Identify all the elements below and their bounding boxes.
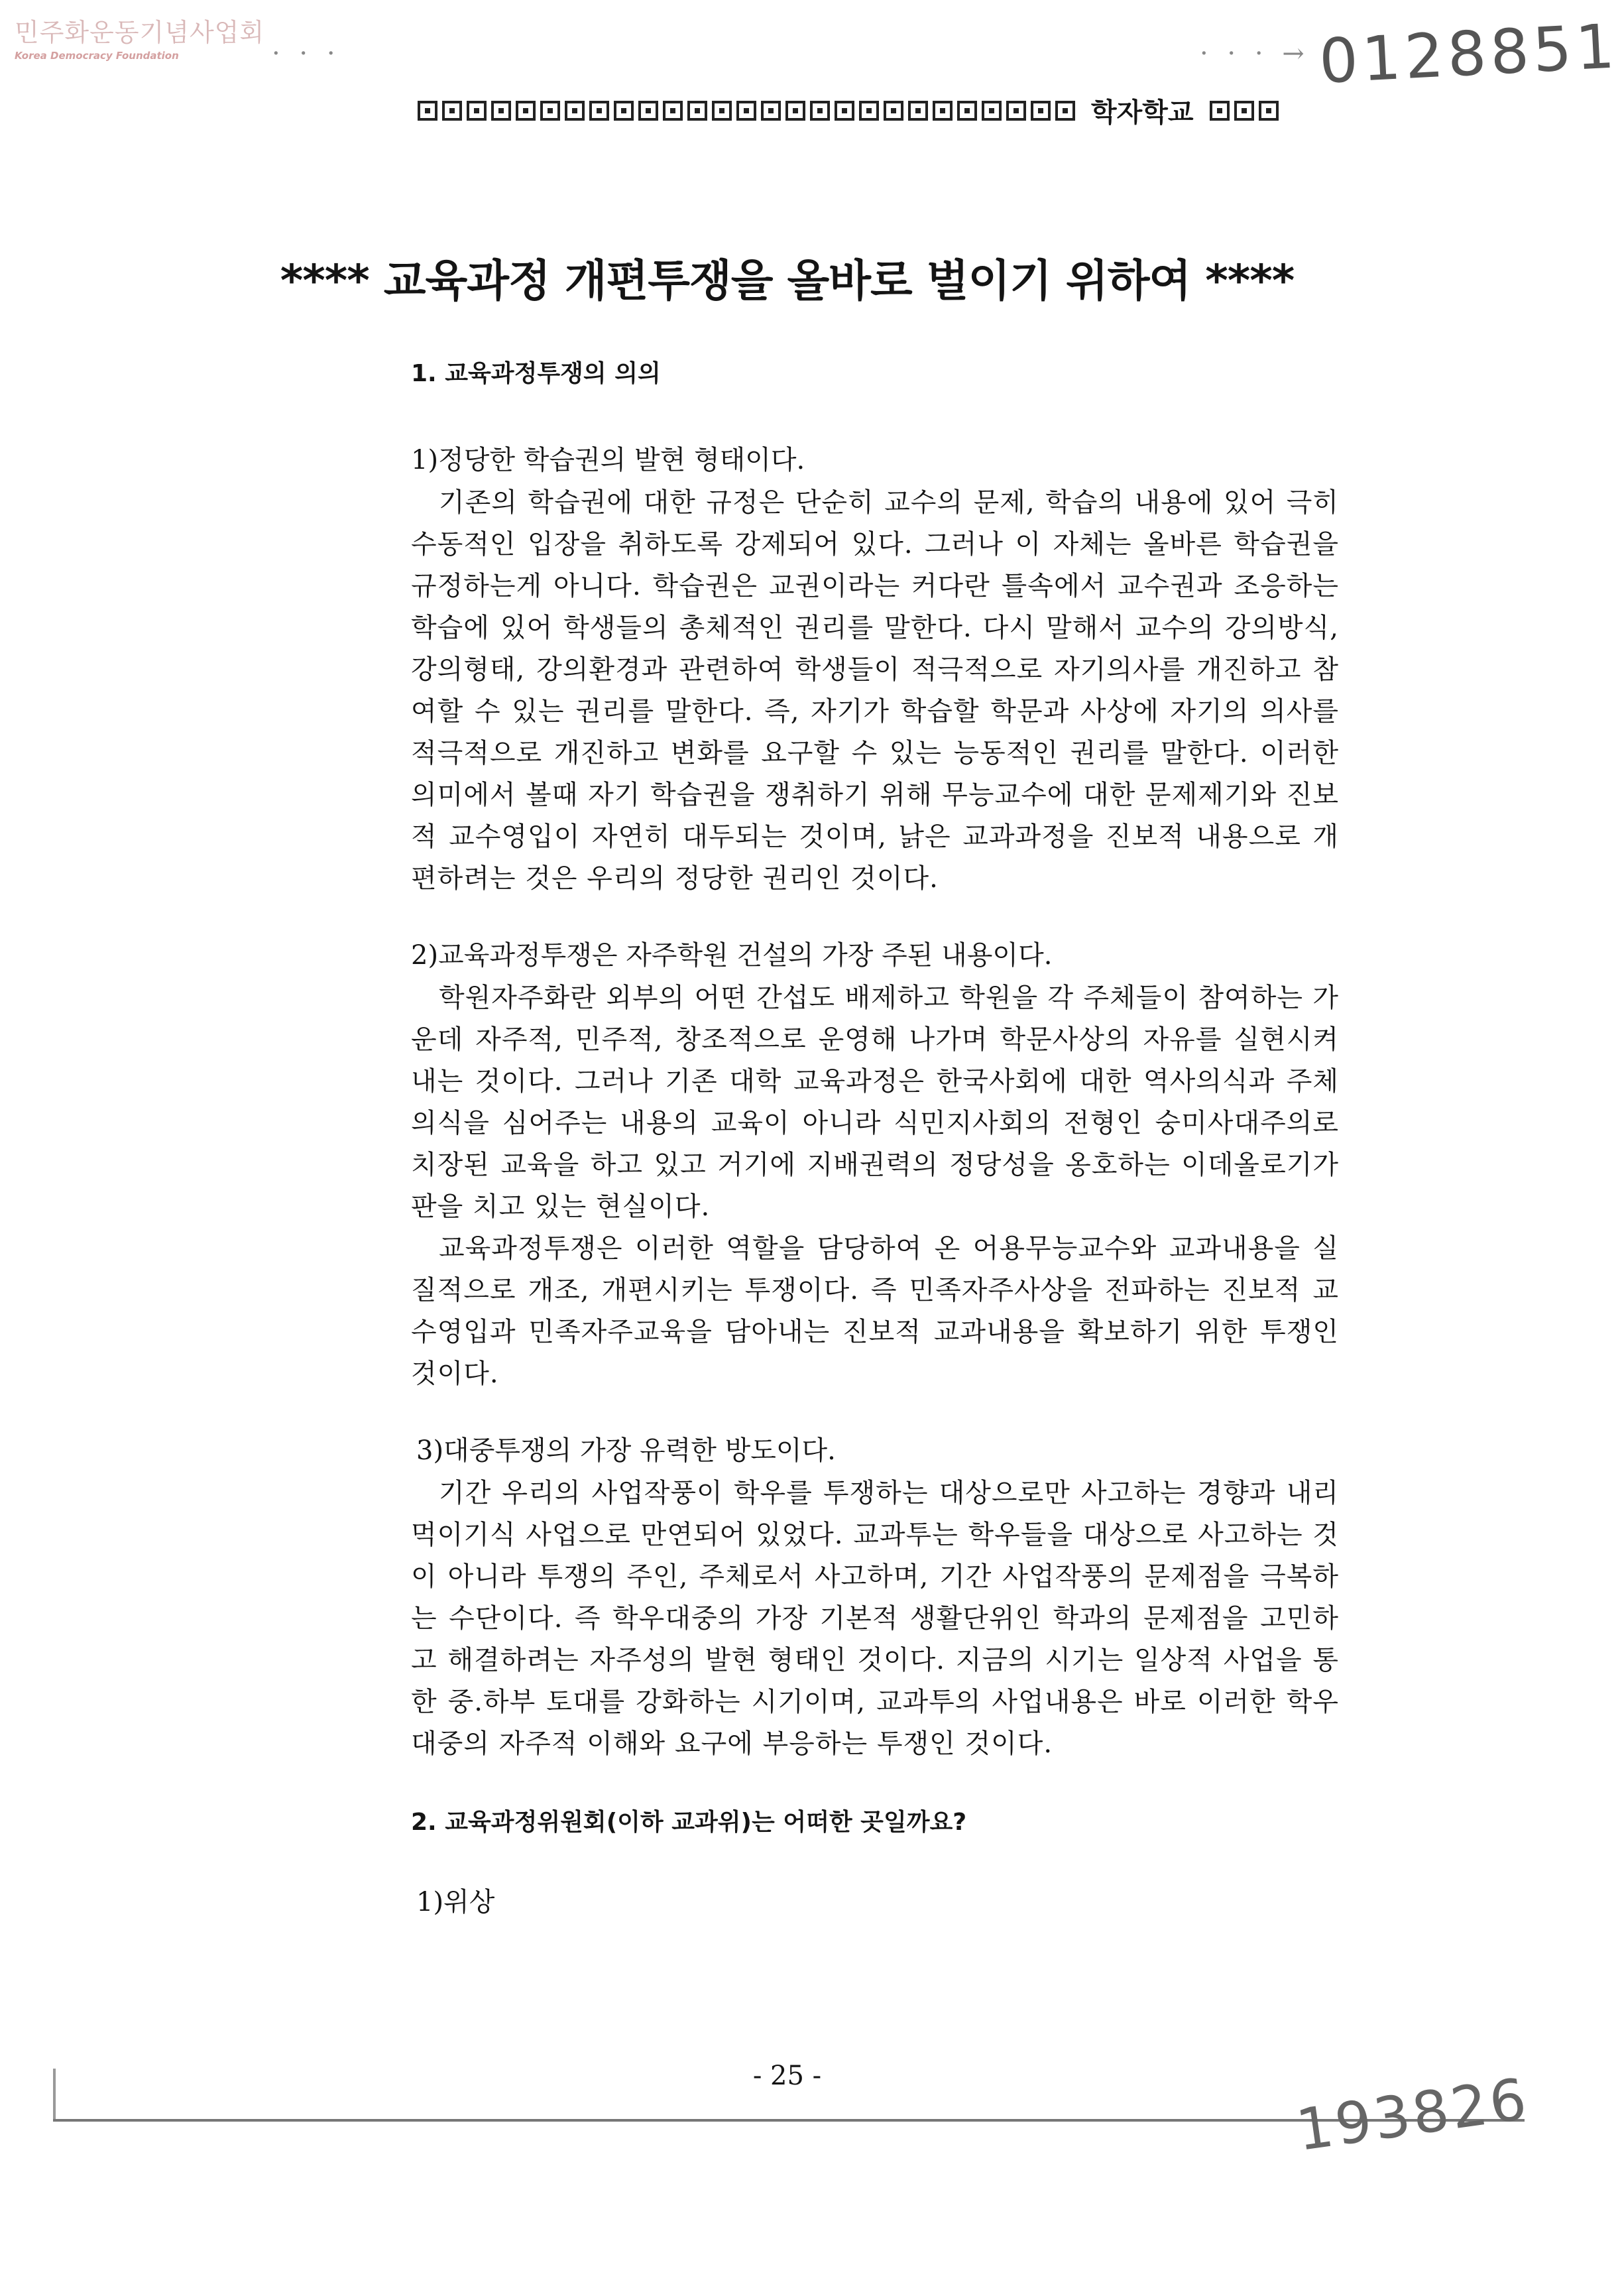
header-box-glyph [1259,101,1279,121]
header-box-glyph [884,101,903,121]
paragraph: 교육과정투쟁은 이러한 역할을 담당하여 온 어용무능교수와 교과내용을 실질적으로 개조, 개편시키는 투쟁이다. 즉 민족자주사상을 전파하는 진보적 교수영입과 민족자주교육을 담아내는 진보적 교과내용을 확보하기 위한 투쟁인 것이다. [411,1233,1339,1389]
header-box-glyph [1031,101,1051,121]
header-box-glyph [1055,101,1075,121]
page-title: **** 교육과정 개편투쟁을 올바로 벌이기 위하여 **** [280,255,1295,306]
watermark [15,12,264,62]
header-box-glyph [540,101,560,121]
header-box-glyph [565,101,585,121]
header-box-glyph [761,101,781,121]
header-box-glyph [859,101,879,121]
header-box-glyph [491,101,511,121]
scan-mark: · · · → [1200,38,1310,69]
handwritten-number: 193826 [1292,2065,1533,2165]
header-box-glyph [638,101,658,121]
header-box-glyph [908,101,928,121]
header-box-glyph [589,101,609,121]
watermark-korean: 민주화운동기념사업회 [15,18,265,47]
header-box-glyph [982,101,1002,121]
header-box-glyph [614,101,634,121]
watermark-english: Korea Democracy Foundation [15,50,179,62]
header-box-glyph [810,101,830,121]
header-box-glyph [442,101,462,121]
section-heading: 1. 교육과정투쟁의 의의 [411,360,661,387]
header-box-glyph [467,101,487,121]
subsection-heading: 1)위상 [416,1887,495,1917]
document-body [411,355,1339,1919]
header-box-glyph [1006,101,1026,121]
header-box-glyph [687,101,707,121]
scan-edge [53,2069,56,2122]
paragraph: 기간 우리의 사업작풍이 학우를 투쟁하는 대상으로만 사고하는 경향과 내리먹이기식 사업으로 만연되어 있었다. 교과투는 학우들을 대상으로 사고하는 것이 아니라 투쟁의 주인, 주체로서 사고하며, 기간 사업작풍의 문제점을 극복하는 수단이다. 즉 학우대중의 가장 기본적 생활단위인 학과의 문제점을 고민하고 해결하려는 자주성의 발현 형태인 것이다. 지금의 시기는 일상적 사업을 통한 중.하부 토대를 강화하는 시기이며, 교과투의 사업내용은 바로 이러한 학우대중의 자주적 이해와 요구에 부응하는 투쟁인 것이다. [411,1478,1339,1759]
header-boxes-left [418,101,1075,121]
header-boxes-right [1210,101,1279,121]
header-box-glyph [736,101,756,121]
header-box-glyph [663,101,683,121]
subsection-heading: 3)대중투쟁의 가장 유력한 방도이다. [416,1435,836,1466]
header-box-glyph [1234,101,1254,121]
paragraph: 학원자주화란 외부의 어떤 간섭도 배제하고 학원을 각 주체들이 참여하는 가운데 자주적, 민주적, 창조적으로 운영해 나가며 학문사상의 자유를 실현시켜내는 것이다. 그러나 기존 대학 교육과정은 한국사회에 대한 역사의식과 주체의식을 심어주는 내용의 교육이 아니라 식민지사회의 전형인 숭미사대주의로 치장된 교육을 하고 있고 거기에 지배권력의 정당성을 옹호하는 이데올로기가 판을 치고 있는 현실이다. [411,983,1339,1222]
header-box-glyph [516,101,536,121]
header-text: 학자학교 [1091,97,1194,128]
scan-mark: · · · [272,38,341,69]
section-heading: 2. 교육과정위원회(이하 교과위)는 어떠한 곳일까요? [411,1809,967,1836]
header-box-glyph [712,101,732,121]
subsection-heading: 1)정당한 학습권의 발현 형태이다. [411,445,805,475]
header-box-glyph [933,101,953,121]
header-box-glyph [957,101,977,121]
header-box-glyph [418,101,437,121]
subsection-heading: 2)교육과정투쟁은 자주학원 건설의 가장 주된 내용이다. [411,940,1053,971]
page-number: - 25 - [752,2061,822,2091]
header-box-glyph [785,101,805,121]
header-box-glyph [1210,101,1230,121]
header-box-glyph [835,101,854,121]
page-header [418,91,1279,129]
paragraph: 기존의 학습권에 대한 규정은 단순히 교수의 문제, 학습의 내용에 있어 극히 수동적인 입장을 취하도록 강제되어 있다. 그러나 이 자체는 올바른 학습권을 규정하는게 아니다. 학습권은 교권이라는 커다란 틀속에서 교수권과 조응하는 학습에 있어 학생들의 총체적인 권리를 말한다. 다시 말해서 교수의 강의방식, 강의형태, 강의환경과 관련하여 학생들이 적극적으로 자기의사를 개진하고 참여할 수 있는 권리를 말한다. 즉, 자기가 학습할 학문과 사상에 자기의 의사를 적극적으로 개진하고 변화를 요구할 수 있는 능동적인 권리를 말한다. 이러한 의미에서 볼때 자기 학습권을 쟁취하기 위해 무능교수에 대한 문제제기와 진보적 교수영입이 자연히 대두되는 것이며, 낡은 교과과정을 진보적 내용으로 개편하려는 것은 우리의 정당한 권리인 것이다. [411,487,1339,894]
archive-number: 0128851 [1317,11,1620,97]
